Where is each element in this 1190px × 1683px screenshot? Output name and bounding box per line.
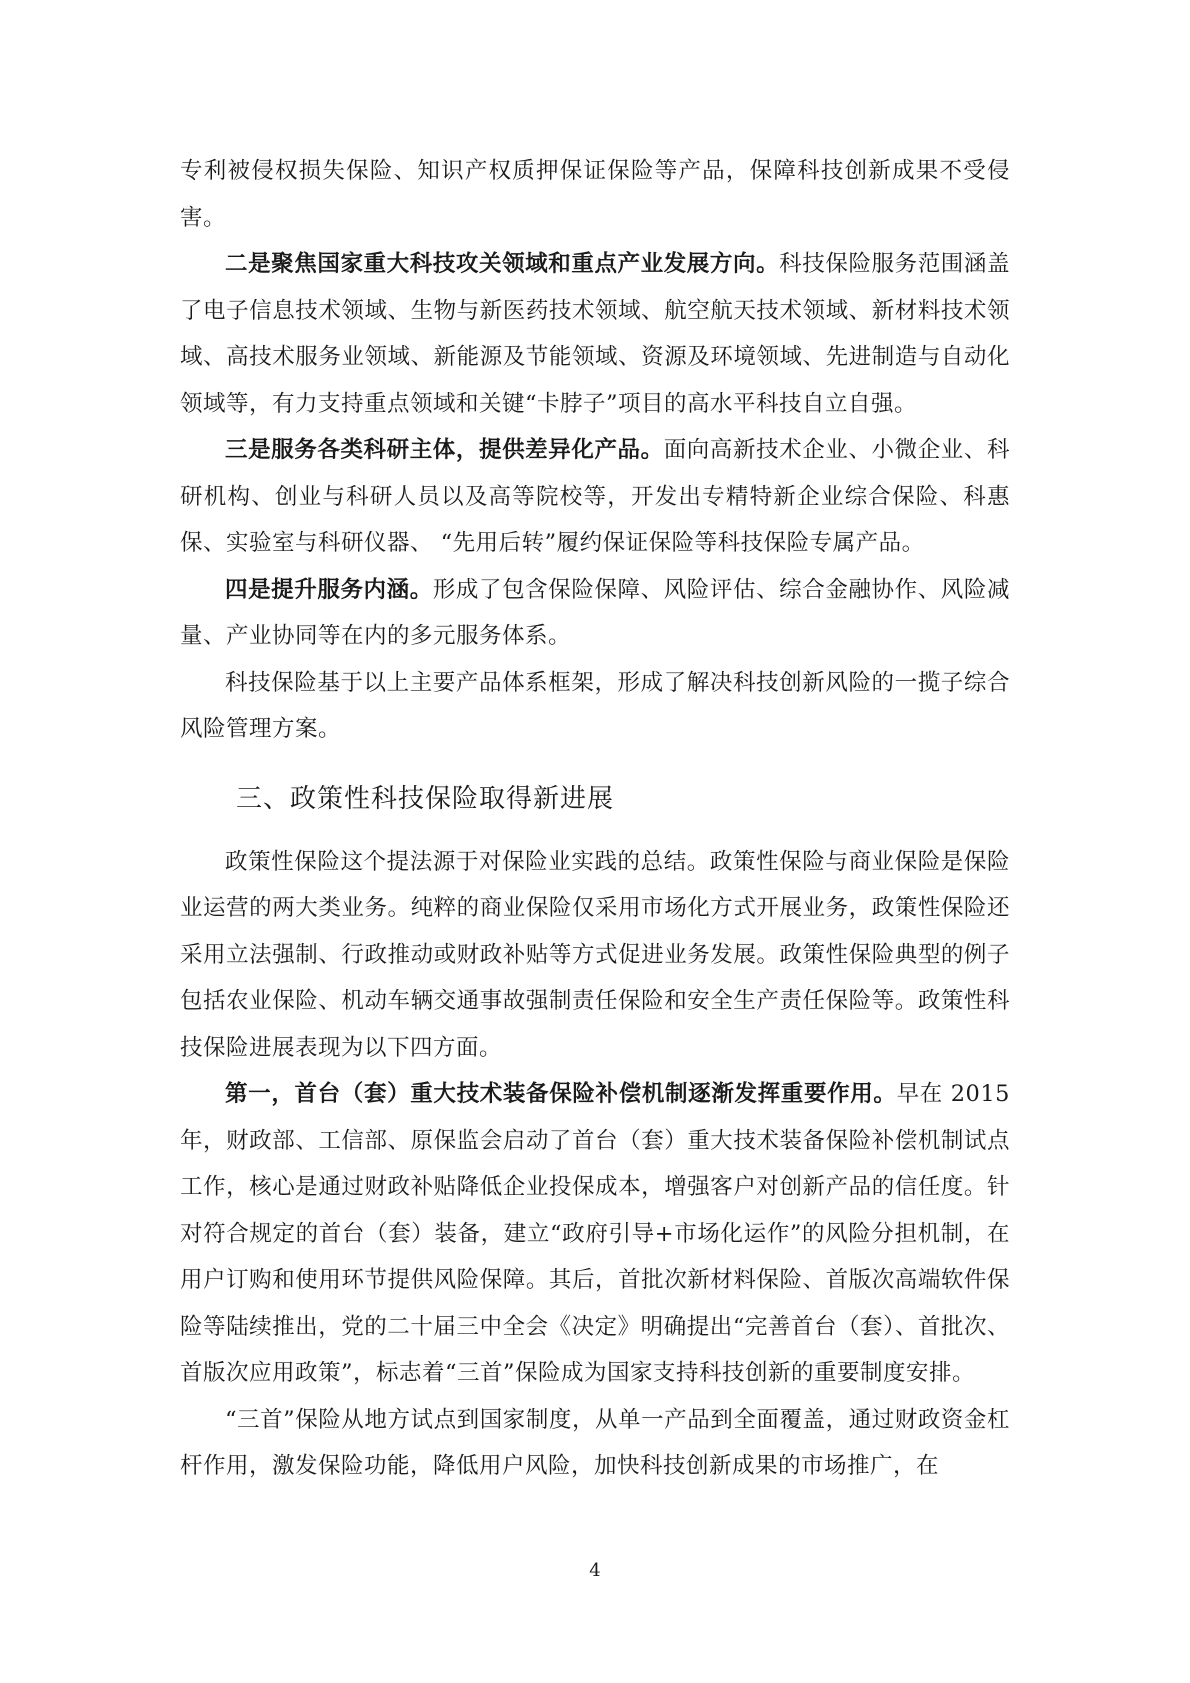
section-heading: 三、政策性科技保险取得新进展 [236, 783, 615, 814]
page-number: 4 [589, 1560, 601, 1581]
paragraph-text: 政策性保险这个提法源于对保险业实践的总结。政策性保险与商业保险是保险业运营的两大类业务。纯粹的商业保险仅采用市场化方式开展业务，政策性保险还采用立法强制、行政推动或财政补贴等方式促进业务发展。政策性保险典型的例子包括农业保险、机动车辆交通事故强制责任保险和安全生产责任保险等。政策性科技保险进展表现为以下四方面。 [180, 848, 1010, 1061]
page-content [180, 148, 1010, 1490]
paragraph [180, 1397, 1010, 1490]
paragraph-lead: 第一，首台（套）重大技术装备保险补偿机制逐渐发挥重要作用。 [225, 1081, 897, 1107]
paragraph [180, 148, 1010, 241]
paragraph-lead: 二是聚焦国家重大科技攻关领域和重点产业发展方向。 [225, 251, 780, 277]
paragraph-text: 形成了包含保险保障、风险评估、综合金融协作、风险减量、产业协同等在内的多元服务体系。 [180, 576, 1010, 649]
paragraph [180, 839, 1010, 1072]
paragraph [180, 1071, 1010, 1397]
paragraph-text: 科技保险基于以上主要产品体系框架，形成了解决科技创新风险的一揽子综合风险管理方案。 [180, 669, 1010, 742]
paragraph [180, 660, 1010, 753]
paragraph-lead: 三是服务各类科研主体，提供差异化产品。 [225, 437, 664, 463]
paragraph [180, 427, 1010, 567]
paragraph-text: 科技保险服务范围涵盖了电子信息技术领域、生物与新医药技术领域、航空航天技术领域、新材料技术领域、高技术服务业领域、新能源及节能领域、资源及环境领域、先进制造与自动化领域等，有力支持重点领域和关键“卡脖子”项目的高水平科技自立自强。 [180, 251, 1010, 417]
paragraph-text: 早在 2015 年，财政部、工信部、原保监会启动了首台（套）重大技术装备保险补偿机制试点工作，核心是通过财政补贴降低企业投保成本，增强客户对创新产品的信任度。针对符合规定的首台（套）装备，建立“政府引导+市场化运作”的风险分担机制，在用户订购和使用环节提供风险保障。其后，首批次新材料保险、首版次高端软件保险等陆续推出，党的二十届三中全会《决定》明确提出“完善首台（套）、首批次、首版次应用政策”，标志着“三首”保险成为国家支持科技创新的重要制度安排。 [180, 1081, 1010, 1386]
paragraph-text: 面向高新技术企业、小微企业、科研机构、创业与科研人员以及高等院校等，开发出专精特新企业综合保险、科惠保、实验室与科研仪器、 “先用后转”履约保证保险等科技保险专属产品。 [180, 437, 1010, 556]
paragraph-lead: 四是提升服务内涵。 [225, 576, 433, 603]
paragraph [180, 241, 1010, 427]
paragraph-text: 专利被侵权损失保险、知识产权质押保证保险等产品，保障科技创新成果不受侵害。 [180, 158, 1010, 231]
paragraph [180, 567, 1010, 660]
paragraph-text: “三首”保险从地方试点到国家制度，从单一产品到全面覆盖，通过财政资金杠杆作用，激发保险功能，降低用户风险，加快科技创新成果的市场推广，在 [180, 1406, 1010, 1479]
